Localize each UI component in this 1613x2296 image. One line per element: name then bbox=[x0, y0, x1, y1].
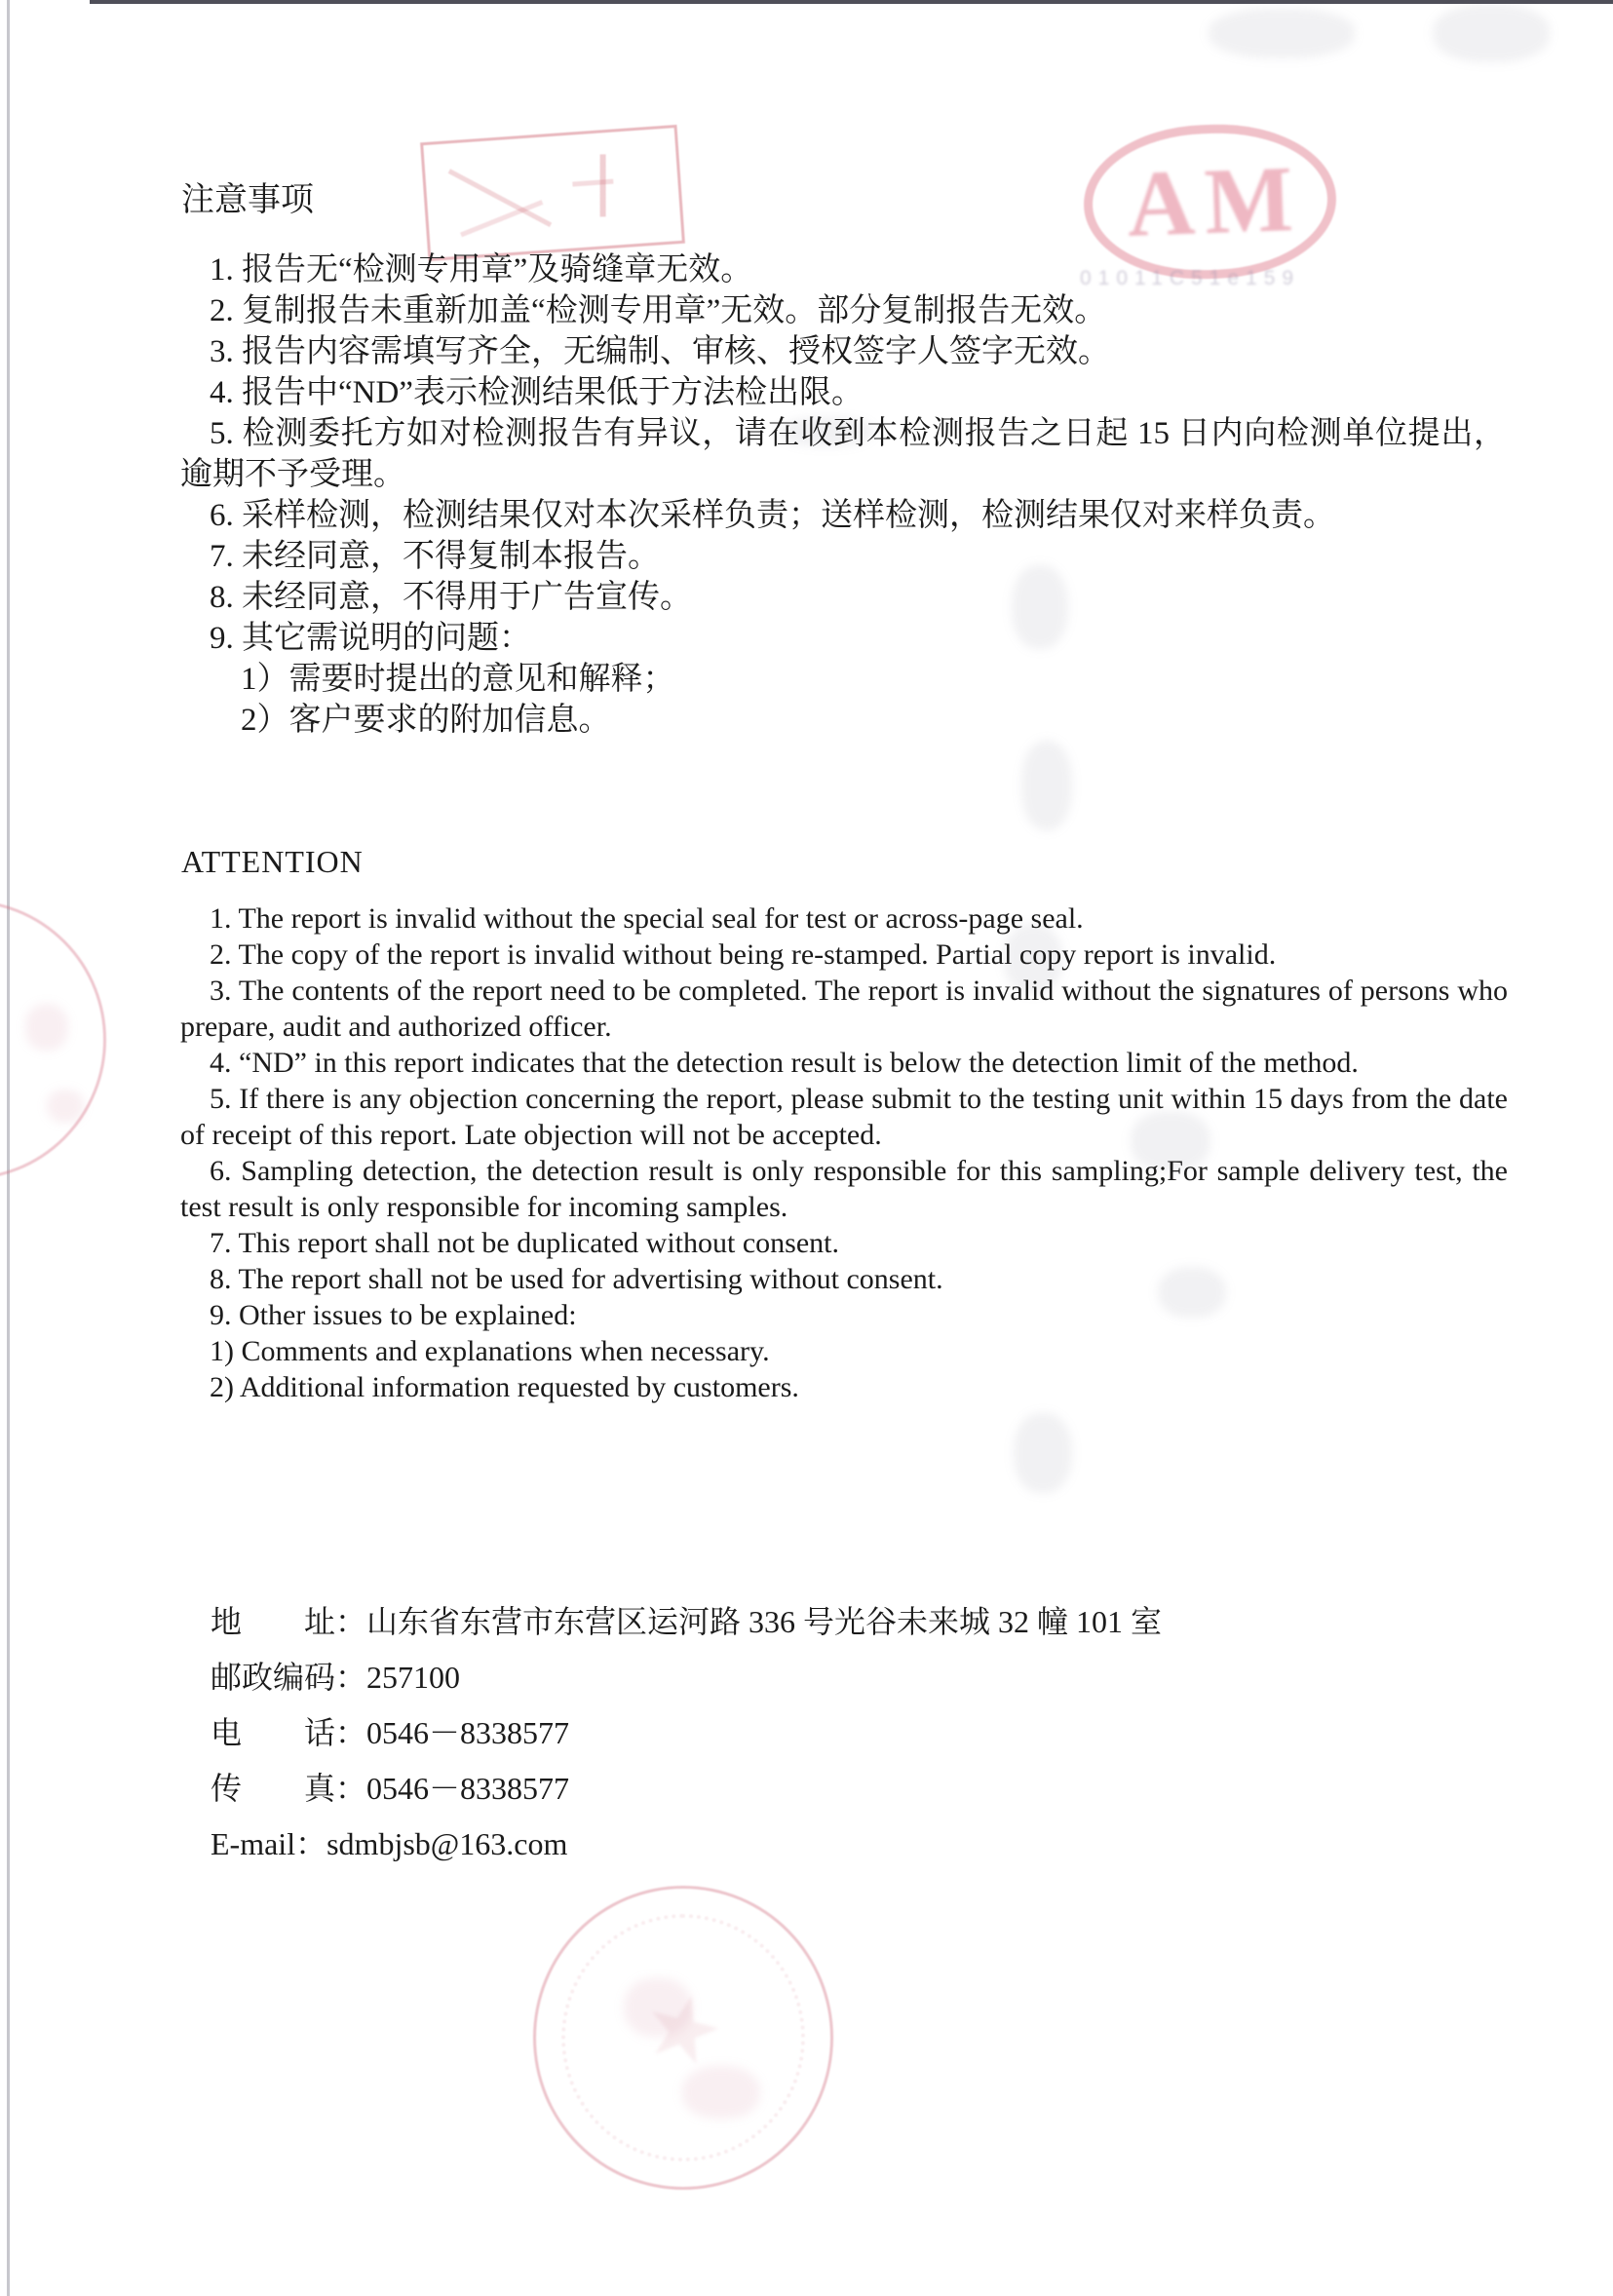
cn-note-item: 7. 未经同意，不得复制本报告。 bbox=[210, 539, 660, 574]
contact-line bbox=[211, 1604, 1429, 1639]
contact-line bbox=[211, 1660, 1429, 1695]
contact-label: 地 址： bbox=[211, 1604, 367, 1639]
en-attention-item: 9. Other issues to be explained: bbox=[210, 1299, 577, 1331]
contact-section bbox=[211, 1604, 1429, 1882]
cn-note-item: 9. 其它需说明的问题： bbox=[210, 621, 531, 656]
scan-edge-top bbox=[90, 0, 1613, 4]
contact-line bbox=[211, 1771, 1429, 1806]
en-attention-subitem: 2) Additional information requested by customers. bbox=[210, 1371, 799, 1403]
cn-note-item: 6. 采样检测，检测结果仅对本次采样负责；送样检测，检测结果仅对来样负责。 bbox=[210, 498, 1335, 533]
cn-note-item: 2. 复制报告未重新加盖“检测专用章”无效。部分复制报告无效。 bbox=[210, 293, 1107, 328]
cn-note-subitem: 2）客户要求的附加信息。 bbox=[241, 703, 611, 738]
contact-value: 0546－8338577 bbox=[366, 1715, 570, 1750]
en-attention-item: 6. Sampling detection, the detection result is only responsible for this sampling;For sample delivery test, the test result is only responsible for incoming samples. bbox=[180, 1155, 1508, 1223]
contact-value: 山东省东营市东营区运河路 336 号光谷未来城 32 幢 101 室 bbox=[366, 1604, 1163, 1639]
contact-value: 257100 bbox=[366, 1660, 461, 1695]
en-attention-item: 3. The contents of the report need to be completed. The report is invalid without the signatures of persons who prepare, audit and authorized officer. bbox=[180, 975, 1508, 1043]
contact-value: sdmbjsb@163.com bbox=[326, 1826, 568, 1861]
stamp-mark bbox=[572, 179, 613, 187]
scan-smudge bbox=[1021, 741, 1072, 830]
en-attention-item: 4. “ND” in this report indicates that the detection result is below the detection limit of the method. bbox=[210, 1047, 1359, 1079]
contact-label: 邮政编码： bbox=[211, 1660, 367, 1695]
scan-smudge bbox=[1433, 4, 1550, 62]
cn-notes-list bbox=[180, 249, 1506, 741]
round-seal-bottom bbox=[533, 1886, 833, 2190]
cn-note-item: 1. 报告无“检测专用章”及骑缝章无效。 bbox=[210, 252, 753, 287]
cn-notes-heading: 注意事项 bbox=[181, 182, 314, 218]
contact-label: 电 话： bbox=[211, 1715, 367, 1750]
star-icon: ★ bbox=[632, 1971, 735, 2087]
contact-line bbox=[211, 1715, 1429, 1750]
contact-label: 传 真： bbox=[211, 1771, 367, 1806]
en-attention-item: 1. The report is invalid without the special seal for test or across-page seal. bbox=[210, 902, 1084, 935]
am-stamp-text: AM bbox=[1125, 145, 1305, 256]
en-attention-item: 5. If there is any objection concerning the report, please submit to the testing unit within 15 days from the date of receipt of this report. Late objection will not be accepted. bbox=[180, 1083, 1508, 1151]
cn-note-item: 5. 检测委托方如对检测报告有异议，请在收到本检测报告之日起 15 日内向检测单位提出，逾期不予受理。 bbox=[180, 416, 1506, 492]
en-attention-subitem: 1) Comments and explanations when necessary. bbox=[210, 1335, 770, 1367]
contact-label: E-mail： bbox=[211, 1826, 327, 1861]
en-attention-list bbox=[180, 900, 1508, 1405]
cn-note-item: 4. 报告中“ND”表示检测结果低于方法检出限。 bbox=[210, 375, 864, 410]
cn-note-item: 8. 未经同意，不得用于广告宣传。 bbox=[210, 580, 692, 615]
scan-smudge bbox=[1014, 1413, 1072, 1493]
red-rect-stamp bbox=[420, 125, 685, 261]
contact-line bbox=[211, 1826, 1429, 1861]
cn-note-subitem: 1）需要时提出的意见和解释； bbox=[241, 662, 675, 697]
scan-smudge bbox=[1209, 8, 1355, 58]
en-attention-item: 2. The copy of the report is invalid without being re-stamped. Partial copy report is invalid. bbox=[210, 938, 1277, 971]
en-attention-heading: ATTENTION bbox=[181, 844, 364, 879]
stamp-code-text: 01011C51e159 bbox=[1080, 267, 1301, 289]
stamp-mark bbox=[460, 200, 543, 237]
en-attention-item: 8. The report shall not be used for advertising without consent. bbox=[210, 1263, 943, 1295]
round-seal-left bbox=[0, 899, 106, 1180]
stamp-mark bbox=[600, 154, 606, 216]
en-attention-item: 7. This report shall not be duplicated without consent. bbox=[210, 1227, 839, 1259]
contact-value: 0546－8338577 bbox=[366, 1771, 570, 1806]
cn-note-item: 3. 报告内容需填写齐全，无编制、审核、授权签字人签字无效。 bbox=[210, 334, 1110, 369]
